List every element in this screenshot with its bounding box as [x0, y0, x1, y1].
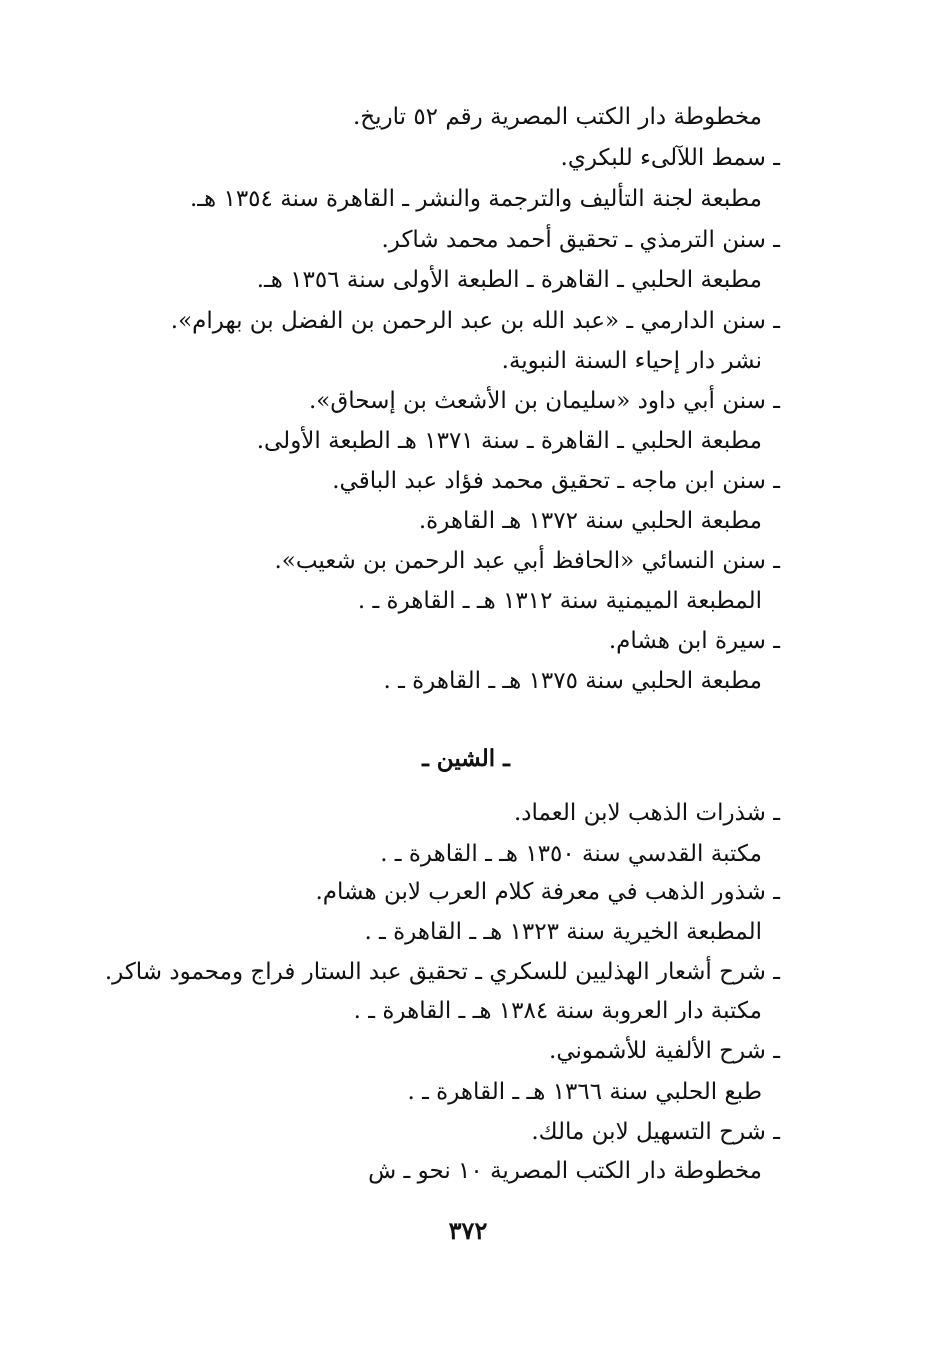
bibliography-line: مطبعة الحلبي ـ القاهرة ـ الطبعة الأولى سنة ١٣٥٦ هـ.	[256, 267, 762, 293]
section-heading-text: ـ الشين ـ	[422, 745, 510, 772]
bibliography-line: المطبعة الميمنية سنة ١٣١٢ هـ ـ القاهرة ـ .	[357, 588, 762, 614]
bibliography-line: المطبعة الخيرية سنة ١٣٢٣ هـ ـ القاهرة ـ .	[364, 919, 762, 945]
section-heading	[0, 744, 936, 774]
bibliography-line: مكتبة القدسي سنة ١٣٥٠ هـ ـ القاهرة ـ .	[380, 841, 762, 867]
bibliography-entry: ـ شذور الذهب في معرفة كلام العرب لابن هشام.	[315, 879, 780, 905]
bibliography-line: مخطوطة دار الكتب المصرية رقم ٥٢ تاريخ.	[352, 104, 762, 130]
bibliography-line: مطبعة الحلبي سنة ١٣٧٢ هـ القاهرة.	[418, 508, 762, 534]
bibliography-entry: ـ سنن أبي داود «سليمان بن الأشعث بن إسحاق».	[308, 388, 780, 414]
bibliography-entry: ـ شرح التسهيل لابن مالك.	[531, 1119, 780, 1145]
bibliography-entry: ـ سنن النسائي «الحافظ أبي عبد الرحمن بن شعيب».	[274, 548, 780, 574]
bibliography-entry: ـ سيرة ابن هشام.	[608, 628, 780, 654]
bibliography-line: مكتبة دار العروبة سنة ١٣٨٤ هـ ـ القاهرة ـ .	[353, 998, 762, 1024]
bibliography-line: مخطوطة دار الكتب المصرية ١٠ نحو ـ ش	[368, 1158, 762, 1184]
bibliography-entry: ـ سمط اللآلىء للبكري.	[560, 145, 780, 171]
bibliography-entry: ـ شذرات الذهب لابن العماد.	[513, 800, 780, 826]
bibliography-line: مطبعة الحلبي سنة ١٣٧٥ هـ ـ القاهرة ـ .	[383, 668, 762, 694]
bibliography-line: نشر دار إحياء السنة النبوية.	[501, 348, 762, 374]
bibliography-entry: ـ سنن ابن ماجه ـ تحقيق محمد فؤاد عبد الباقي.	[332, 468, 780, 494]
bibliography-line: مطبعة لجنة التأليف والترجمة والنشر ـ القاهرة سنة ١٣٥٤ هـ.	[189, 186, 762, 212]
bibliography-entry: ـ شرح الألفية للأشموني.	[549, 1038, 780, 1064]
bibliography-entry: ـ سنن الدارمي ـ «عبد الله بن عبد الرحمن بن الفضل بن بهرام».	[170, 308, 780, 334]
page-number: ٣٧٢	[448, 1216, 488, 1245]
bibliography-entry: ـ شرح أشعار الهذليين للسكري ـ تحقيق عبد الستار فراج ومحمود شاكر.	[104, 959, 780, 985]
bibliography-entry: ـ سنن الترمذي ـ تحقيق أحمد محمد شاكر.	[381, 227, 780, 253]
bibliography-line: طبع الحلبي سنة ١٣٦٦ هـ ـ القاهرة ـ .	[407, 1079, 762, 1105]
bibliography-line: مطبعة الحلبي ـ القاهرة ـ سنة ١٣٧١ هـ الطبعة الأولى.	[256, 428, 762, 454]
